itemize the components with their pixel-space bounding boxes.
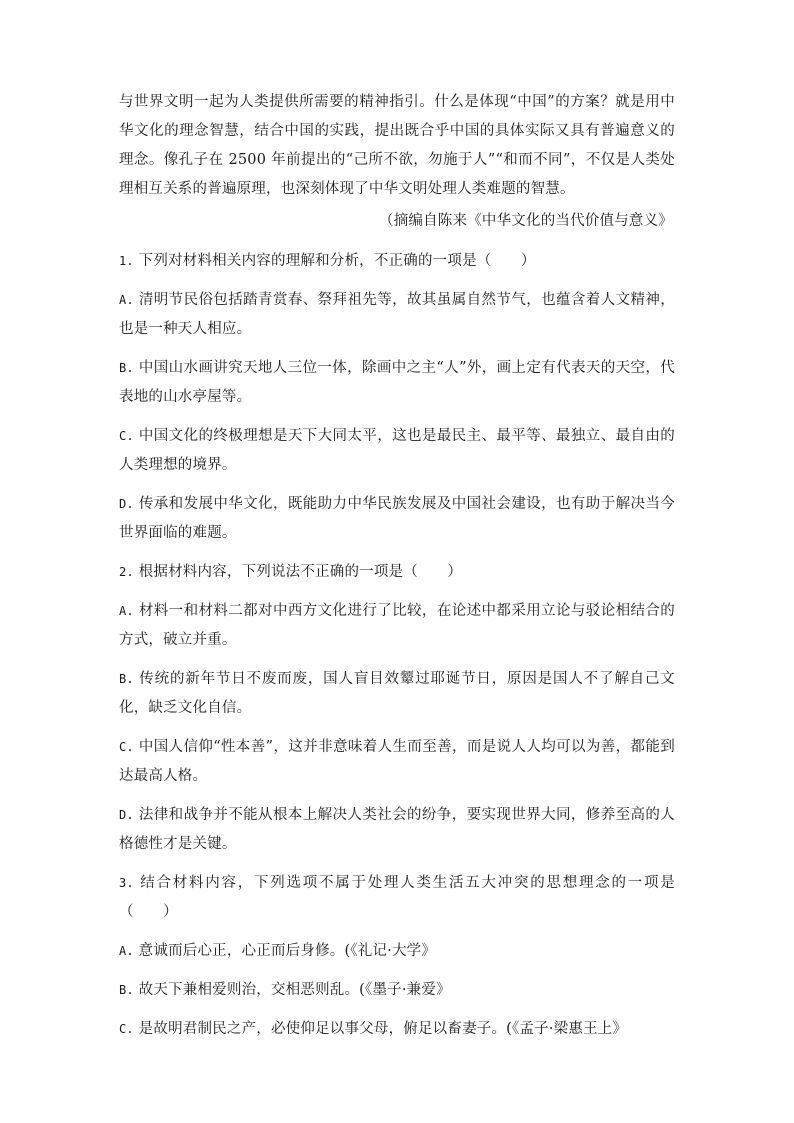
passage-source: （摘编自陈来《中华文化的当代价值与意义》 [379,213,673,229]
option-text: 中国人信仰“性本善”，这并非意味着人生而至善，而是说人人均可以为善，都能到达最高人格。 [119,739,675,784]
question-1-option-c [119,422,675,480]
question-3-stem [119,869,675,927]
option-text: 故天下兼相爱则治，交相恶则乱。(《墨子·兼爱》 [138,982,451,998]
question-3-option-c [119,1015,675,1044]
option-letter: A. [119,604,134,618]
question-1-option-d [119,490,675,548]
option-letter: C. [119,740,134,754]
option-letter: C. [119,429,134,443]
option-letter: B. [119,672,134,686]
option-text: 中国山水画讲究天地人三位一体，除画中之主“人”外，画上定有代表天的天空，代表地的山水亭屋等。 [119,360,675,405]
question-number: 3. [119,876,134,890]
passage-paragraph: 与世界文明一起为人类提供所需要的精神指引。什么是体现“中国”的方案？就是用中华文化的理念智慧，结合中国的实践，提出既合乎中国的具体实际又具有普遍意义的理念。像孔子在 2500 年前提出的“己所不欲，勿施于人”“和而不同”，不仅是人类处理相互关系的普遍原理，也深刻体现了中华文明处理人类难题的智慧。 [119,94,675,197]
option-text: 是故明君制民之产，必使仰足以事父母，俯足以畜妻子。(《孟子·梁惠王上》 [138,1021,628,1037]
question-2-option-b [119,665,675,723]
option-text: 清明节民俗包括踏青赏春、祭拜祖先等，故其虽属自然节气，也蕴含着人文精神，也是一种天人相应。 [119,292,675,337]
question-1-option-b [119,354,675,412]
option-text: 法律和战争并不能从根本上解决人类社会的纷争，要实现世界大同，修养至高的人格德性才是关键。 [119,807,675,852]
document-content [119,88,675,1054]
question-number: 1. [119,254,134,268]
option-letter: C. [119,1022,134,1036]
option-letter: A. [119,944,134,958]
question-text: 根据材料内容，下列说法不正确的一项是（ ） [138,564,463,580]
question-2-option-d [119,801,675,859]
option-text: 传承和发展中华文化，既能助力中华民族发展及中国社会建设，也有助于解决当今世界面临的难题。 [119,496,675,541]
question-2-stem [119,558,675,587]
question-text: 结合材料内容，下列选项不属于处理人类生活五大冲突的思想理念的一项是（ ） [119,875,675,920]
question-2-option-a [119,597,675,655]
question-2-option-c [119,733,675,791]
option-text: 中国文化的终极理想是天下大同太平，这也是最民主、最平等、最独立、最自由的人类理想的境界。 [119,428,675,473]
question-text: 下列对材料相关内容的理解和分析，不正确的一项是（ ） [138,253,536,269]
question-3-option-b [119,976,675,1005]
option-letter: D. [119,497,134,511]
option-letter: B. [119,361,134,375]
question-1-option-a [119,286,675,344]
option-letter: B. [119,983,134,997]
question-1-stem [119,247,675,276]
option-text: 传统的新年节日不废而废，国人盲目效颦过耶诞节日，原因是国人不了解自己文化，缺乏文化自信。 [119,671,675,716]
option-text: 意诚而后心正，心正而后身修。(《礼记·大学》 [138,943,437,959]
option-letter: D. [119,808,134,822]
question-number: 2. [119,565,134,579]
question-3-option-a [119,937,675,966]
option-letter: A. [119,293,134,307]
option-text: 材料一和材料二都对中西方文化进行了比较，在论述中都采用立论与驳论相结合的方式，破立并重。 [119,603,675,648]
